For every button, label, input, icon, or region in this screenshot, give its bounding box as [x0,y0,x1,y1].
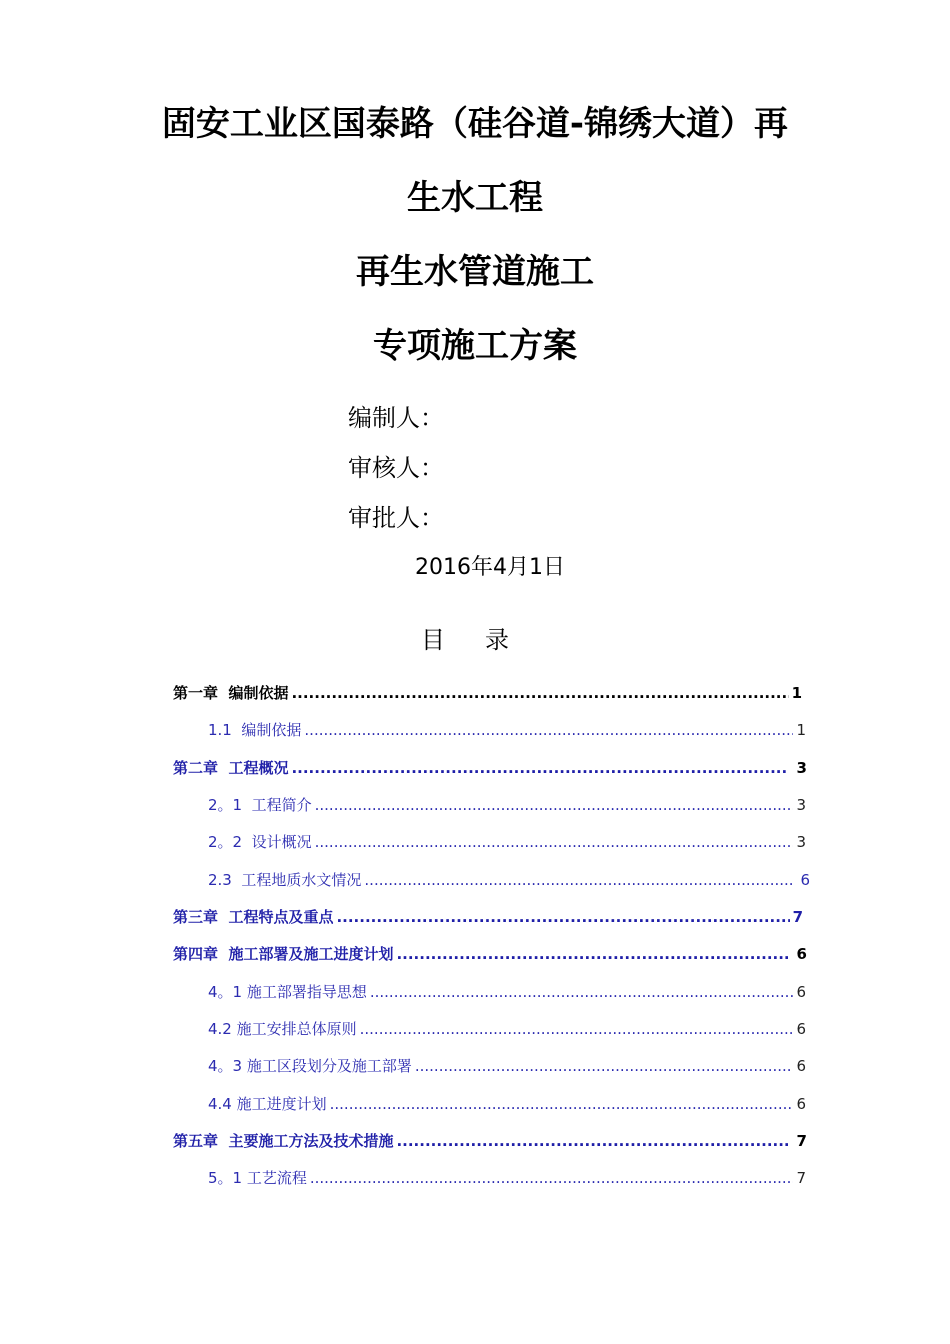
toc-entry-label: 2.3 工程地质水文情况 [208,871,362,889]
toc-entry-label: 2。1 工程简介 [208,796,312,814]
toc-entry-page: 3 [796,796,806,814]
toc-entry-page: 6 [796,1057,806,1075]
toc-entry[interactable] [173,757,807,778]
toc-entry-label: 4。1 施工部署指导思想 [208,983,367,1001]
toc-entry-label: 4.4 施工进度计划 [208,1095,327,1113]
toc-entry-label: 4。3 施工区段划分及施工部署 [208,1057,412,1075]
toc-entry-label: 第五章 主要施工方法及技术措施 [173,1132,394,1150]
toc-entry-page: 3 [796,833,806,851]
toc-entry[interactable] [208,869,810,890]
document-date: 2016年4月1日 [415,555,565,580]
toc-entry-label: 第四章 施工部署及施工进度计划 [173,945,394,963]
toc-entry-page: 6 [796,1020,806,1038]
toc-entry-page: 3 [791,759,807,777]
toc-entry-page: 6 [791,945,807,963]
toc-entry[interactable] [173,943,807,964]
title-line-1: 固安工业区国泰路（硅谷道-锦绣大道）再 [161,104,789,144]
toc-entry-page: 6 [796,1095,806,1113]
toc-entry[interactable] [208,1018,806,1039]
toc-entry-page: 1 [791,684,802,702]
toc-entry-label: 2。2 设计概况 [208,833,312,851]
toc-entry-label: 1.1 编制依据 [208,721,302,739]
toc-entry[interactable] [208,1055,806,1076]
toc-entry[interactable] [208,1093,806,1114]
toc-entry[interactable] [208,1167,806,1188]
toc-entry[interactable] [208,981,806,1002]
toc-entry-label: 5。1 工艺流程 [208,1169,307,1187]
approver-label: 审批人： [348,504,444,532]
toc-entry-page: 7 [791,1132,807,1150]
toc-entry-page: 7 [792,908,803,926]
toc-entry[interactable] [208,794,806,815]
toc-entry[interactable] [173,682,802,703]
toc-entry-label: 第三章 工程特点及重点 [173,908,334,926]
toc-entry[interactable] [173,1130,807,1151]
toc-entry-page: 1 [796,721,806,739]
toc-entry[interactable] [208,831,806,852]
toc-entry[interactable] [173,906,803,927]
toc-entry-label: 第二章 工程概况 [173,759,289,777]
toc-entry-label: 4.2 施工安排总体原则 [208,1020,357,1038]
reviewer-label: 审核人： [348,454,444,482]
compiler-label: 编制人： [348,404,444,432]
title-line-3: 再生水管道施工 [356,252,594,292]
title-line-2: 生水工程 [407,178,543,218]
toc-heading: 目录 [421,626,549,654]
toc-entry-page: 6 [795,871,810,889]
toc-entry-page: 7 [796,1169,806,1187]
title-line-4: 专项施工方案 [373,326,577,366]
toc-entry[interactable] [208,719,806,740]
toc-entry-label: 第一章 编制依据 [173,684,289,702]
toc-entry-page: 6 [796,983,806,1001]
